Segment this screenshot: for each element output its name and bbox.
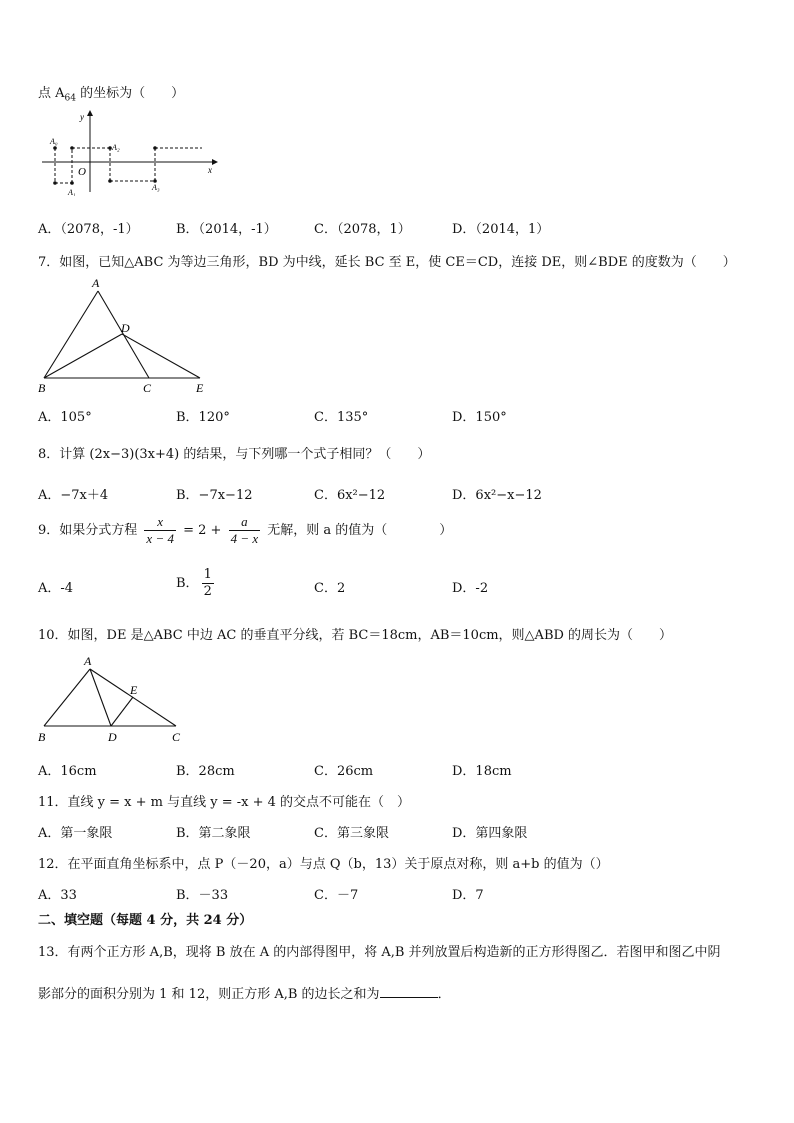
- q6-x-arrow: [212, 159, 218, 165]
- q10-label-c: C: [172, 730, 181, 744]
- q7-option-b: B．120°: [176, 410, 230, 425]
- q6-option-c: C．（2078，1）: [314, 222, 411, 237]
- q6-tail-text: 点 A: [38, 86, 65, 101]
- q6-point: [53, 181, 57, 185]
- q11-option-b: B．第二象限: [176, 826, 251, 841]
- q9-option-a: A．-4: [38, 581, 74, 596]
- q9-option-d: D．-2: [452, 581, 489, 596]
- q7-label-a: A: [92, 276, 100, 290]
- section-2-heading: 二、填空题（每题 4 分，共 24 分）: [38, 913, 253, 928]
- q10-option-c: C．26cm: [314, 764, 374, 779]
- q8-option-b: B．−7x−12: [176, 488, 253, 503]
- q7-label-d: D: [121, 321, 130, 335]
- q10-option-b: B．28cm: [176, 764, 235, 779]
- q6-y-label: y: [80, 112, 84, 122]
- q11-option-a: A．第一象限: [38, 826, 113, 841]
- q6-option-d: D．（2014，1）: [452, 222, 550, 237]
- q8-stem: 8．计算 (2x−3)(3x+4) 的结果，与下列哪一个式子相同？（ ）: [38, 447, 431, 462]
- q10-stem: 10．如图，DE 是△ABC 中边 AC 的垂直平分线，若 BC＝18cm，AB＝10cm，则△ABD 的周长为（ ）: [38, 628, 673, 643]
- q13-answer-blank[interactable]: [380, 985, 438, 998]
- q10-triangle-figure: [34, 652, 194, 748]
- q13-line-2-text: 影部分的面积分别为 1 和 12，则正方形 A,B 的边长之和为: [38, 987, 380, 1002]
- q13-line-2: [38, 983, 451, 1002]
- q13-line-2-end: ．: [437, 987, 451, 1002]
- q6-tail-text-end: 的坐标为（ ）: [75, 86, 185, 101]
- q9-fraction-1: [144, 514, 176, 547]
- q11-stem: 11．直线 y = x + m 与直线 y = -x + 4 的交点不可能在（ ）: [38, 795, 411, 810]
- q11-option-c: C．第三象限: [314, 826, 389, 841]
- q10-label-d: D: [108, 730, 117, 744]
- q10-label-a: A: [84, 654, 92, 668]
- q10-option-a: A．16cm: [38, 764, 97, 779]
- q6-point-a1: [70, 181, 74, 185]
- q13-line-1: 13．有两个正方形 A,B，现将 B 放在 A 的内部得图甲，将 A,B 并列放置后构造新的正方形得图乙．若图甲和图乙中阴: [38, 945, 721, 960]
- q6-point-a0: [53, 146, 57, 150]
- q8-option-d: D．6x²−x−12: [452, 488, 542, 503]
- q9-fraction-1-den: x − 4: [146, 531, 174, 546]
- q7-option-d: D．150°: [452, 410, 507, 425]
- q9-stem-text: 9．如果分式方程: [38, 523, 138, 538]
- q9-stem: [38, 514, 452, 547]
- q12-stem: 12．在平面直角坐标系中，点 P（－20，a）与点 Q（b，13）关于原点对称，则 a+b 的值为（）: [38, 857, 609, 872]
- q6-point: [108, 179, 112, 183]
- q6-label-a2: A₂: [112, 143, 120, 152]
- q6-option-a: A．（2078，-1）: [38, 222, 139, 237]
- q6-question-tail: [38, 82, 184, 104]
- q9-fraction-2-num: a: [229, 514, 261, 531]
- q6-label-a3: A₃: [152, 183, 160, 192]
- q6-coordinate-figure: [40, 108, 220, 196]
- q8-option-c: C．6x²−12: [314, 488, 386, 503]
- q7-label-e: E: [196, 381, 204, 395]
- q12-option-d: D．7: [452, 888, 484, 903]
- q9-option-b-label: B．: [176, 576, 199, 591]
- q6-point: [70, 146, 74, 150]
- q9-option-b: [176, 567, 217, 600]
- q7-triangle-figure: [34, 274, 214, 398]
- q9-option-b-den: 2: [203, 584, 212, 599]
- q9-stem-end: 无解，则 a 的值为（ ）: [267, 523, 453, 538]
- q12-option-c: C．－7: [314, 888, 359, 903]
- q7-stem: 7．如图，已知△ABC 为等边三角形，BD 为中线，延长 BC 至 E，使 CE＝CD，连接 DE，则∠BDE 的度数为（ ）: [38, 255, 736, 270]
- q11-option-d: D．第四象限: [452, 826, 528, 841]
- q12-option-a: A．33: [38, 888, 77, 903]
- q6-point: [153, 146, 157, 150]
- q8-option-a: A．−7x＋4: [38, 488, 109, 503]
- q7-option-c: C．135°: [314, 410, 369, 425]
- q9-option-b-num: 1: [203, 567, 212, 582]
- q6-tail-subscript: 64: [64, 93, 76, 104]
- q9-equals: = 2 +: [183, 523, 222, 538]
- q7-label-c: C: [143, 381, 152, 395]
- q7-label-b: B: [38, 381, 46, 395]
- q6-label-a0: A₀: [50, 137, 58, 146]
- q12-option-b: B．－33: [176, 888, 229, 903]
- q6-option-b: B．（2014，-1）: [176, 222, 277, 237]
- q9-fraction-1-num: x: [144, 514, 176, 531]
- q10-label-b: B: [38, 730, 46, 744]
- q9-fraction-2: [229, 514, 261, 547]
- q10-option-d: D．18cm: [452, 764, 512, 779]
- q9-option-b-fraction: [202, 567, 214, 600]
- q9-fraction-2-den: 4 − x: [230, 531, 259, 546]
- q6-x-label: x: [208, 165, 212, 175]
- q6-label-a1: A₁: [68, 188, 76, 196]
- q6-y-arrow: [87, 110, 93, 116]
- q9-option-c: C．2: [314, 581, 346, 596]
- q6-origin-label: O: [78, 166, 86, 178]
- q10-label-e: E: [130, 683, 138, 697]
- q7-option-a: A．105°: [38, 410, 92, 425]
